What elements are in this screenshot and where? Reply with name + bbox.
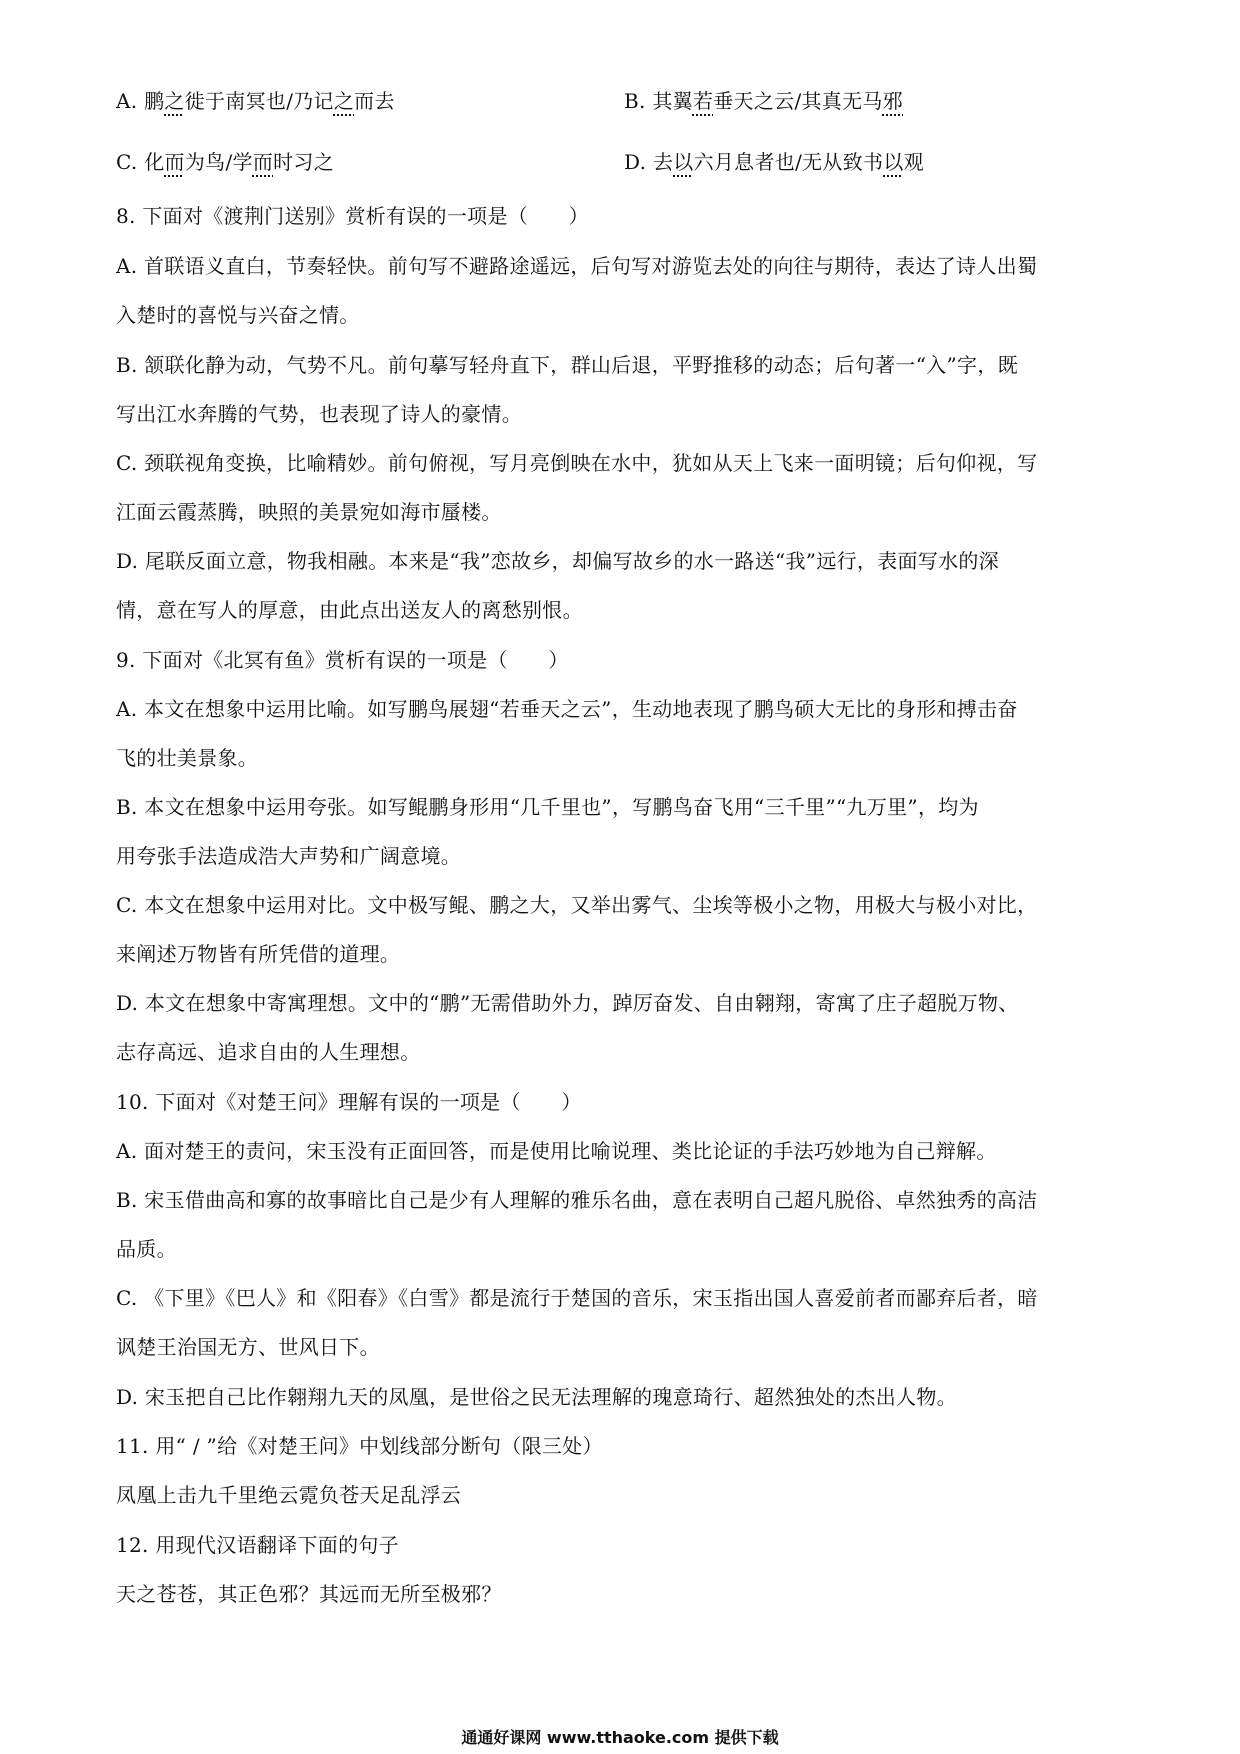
q10-option-a: A. 面对楚王的责问，宋玉没有正面回答，而是使用比喻说理、类比论证的手法巧妙地为自己辩解。 <box>116 1139 997 1163</box>
dotted-char: 之 <box>333 89 355 113</box>
dotted-char: 而 <box>164 150 185 174</box>
text-span: 其翼 <box>652 89 693 113</box>
q11-text: 凤凰上击九千里绝云霓负苍天足乱浮云 <box>116 1483 462 1507</box>
q10-option-c-line1: C. 《下里》《巴人》和《阳春》《白雪》都是流行于楚国的音乐，宋玉指出国人喜爱前者而鄙弃后者，暗 <box>116 1286 1038 1310</box>
q9-stem: 9. 下面对《北冥有鱼》赏析有误的一项是（ ） <box>116 648 569 672</box>
text-span: 鹏 <box>144 89 165 113</box>
dotted-char: 邪 <box>882 89 904 113</box>
q9-option-a-line1: A. 本文在想象中运用比喻。如写鹏鸟展翅“若垂天之云”，生动地表现了鹏鸟硕大无比的身形和搏击奋 <box>116 697 1018 721</box>
q7-option-d <box>624 149 924 175</box>
q8-option-a-line1: A. 首联语义直白，节奏轻快。前句写不避路途遥远，后句写对游览去处的向往与期待，表达了诗人出蜀 <box>116 254 1038 278</box>
q7-option-b <box>624 88 903 114</box>
q10-option-d: D. 宋玉把自己比作翱翔九天的凤凰，是世俗之民无法理解的瑰意琦行、超然独处的杰出人物。 <box>116 1385 957 1409</box>
text-span: 垂天之云/其真无马 <box>713 89 883 113</box>
q9-option-c-line2: 来阐述万物皆有所凭借的道理。 <box>116 942 401 966</box>
q8-option-a-line2: 入楚时的喜悦与兴奋之情。 <box>116 303 360 327</box>
q8-option-d-line1: D. 尾联反面立意，物我相融。本来是“我”恋故乡，却偏写故乡的水一路送“我”远行，表面写水的深 <box>116 549 1000 573</box>
q7-option-c <box>116 149 334 175</box>
q8-stem: 8. 下面对《渡荆门送别》赏析有误的一项是（ ） <box>116 204 589 228</box>
dotted-char: 之 <box>164 89 185 113</box>
q9-option-d-line1: D. 本文在想象中寄寓理想。文中的“鹏”无需借助外力，踔厉奋发、自由翱翔，寄寓了庄子超脱万物、 <box>116 991 1019 1015</box>
q10-option-b-line2: 品质。 <box>116 1237 177 1261</box>
text-span: 六月息者也/无从致书 <box>693 150 884 174</box>
q8-option-b-line2: 写出江水奔腾的气势，也表现了诗人的豪情。 <box>116 402 522 426</box>
q9-option-c-line1: C. 本文在想象中运用对比。文中极写鲲、鹏之大，又举出雾气、尘埃等极小之物，用极大与极小对比， <box>116 893 1038 917</box>
q8-option-b-line1: B. 颔联化静为动，气势不凡。前句摹写轻舟直下，群山后退，平野推移的动态；后句著一“入”字，既 <box>116 353 1018 377</box>
dotted-char: 以 <box>883 150 904 174</box>
text-span: 观 <box>903 150 924 174</box>
q9-option-a-line2: 飞的壮美景象。 <box>116 746 259 770</box>
text-span: 徙于南冥也/乃记 <box>184 89 334 113</box>
dotted-char: 而 <box>252 150 274 174</box>
page-footer: 通通好课网 www.tthaoke.com 提供下载 <box>461 1728 779 1747</box>
option-label: D. <box>624 150 647 174</box>
text-span: 时习之 <box>273 150 335 174</box>
text-span: 为鸟/学 <box>184 150 253 174</box>
q12-stem: 12. 用现代汉语翻译下面的句子 <box>116 1533 399 1557</box>
q8-option-c-line1: C. 颈联视角变换，比喻精妙。前句俯视，写月亮倒映在水中，犹如从天上飞来一面明镜；后句仰视，写 <box>116 451 1038 475</box>
q12-text: 天之苍苍，其正色邪？其远而无所至极邪？ <box>116 1582 502 1606</box>
text-span: 而去 <box>354 89 395 113</box>
q10-stem: 10. 下面对《对楚王问》理解有误的一项是（ ） <box>116 1090 582 1114</box>
q8-option-d-line2: 情，意在写人的厚意，由此点出送友人的离愁别恨。 <box>116 598 583 622</box>
q7-option-a <box>116 88 395 114</box>
option-label: C. <box>116 150 138 174</box>
text-span: 去 <box>652 150 674 174</box>
option-label: A. <box>116 89 138 113</box>
q11-stem: 11. 用“ / ”给《对楚王问》中划线部分断句（限三处） <box>116 1434 603 1458</box>
q8-option-c-line2: 江面云霞蒸腾，映照的美景宛如海市蜃楼。 <box>116 500 502 524</box>
q10-option-c-line2: 讽楚王治国无方、世风日下。 <box>116 1335 380 1359</box>
q10-option-b-line1: B. 宋玉借曲高和寡的故事暗比自己是少有人理解的雅乐名曲，意在表明自己超凡脱俗、卓然独秀的高洁 <box>116 1188 1038 1212</box>
q9-option-d-line2: 志存高远、追求自由的人生理想。 <box>116 1040 421 1064</box>
dotted-char: 以 <box>673 150 694 174</box>
text-span: 化 <box>144 150 165 174</box>
q9-option-b-line2: 用夸张手法造成浩大声势和广阔意境。 <box>116 844 462 868</box>
dotted-char: 若 <box>692 89 714 113</box>
q9-option-b-line1: B. 本文在想象中运用夸张。如写鲲鹏身形用“几千里也”，写鹏鸟奋飞用“三千里”“九万里”，均为 <box>116 795 979 819</box>
option-label: B. <box>624 89 646 113</box>
